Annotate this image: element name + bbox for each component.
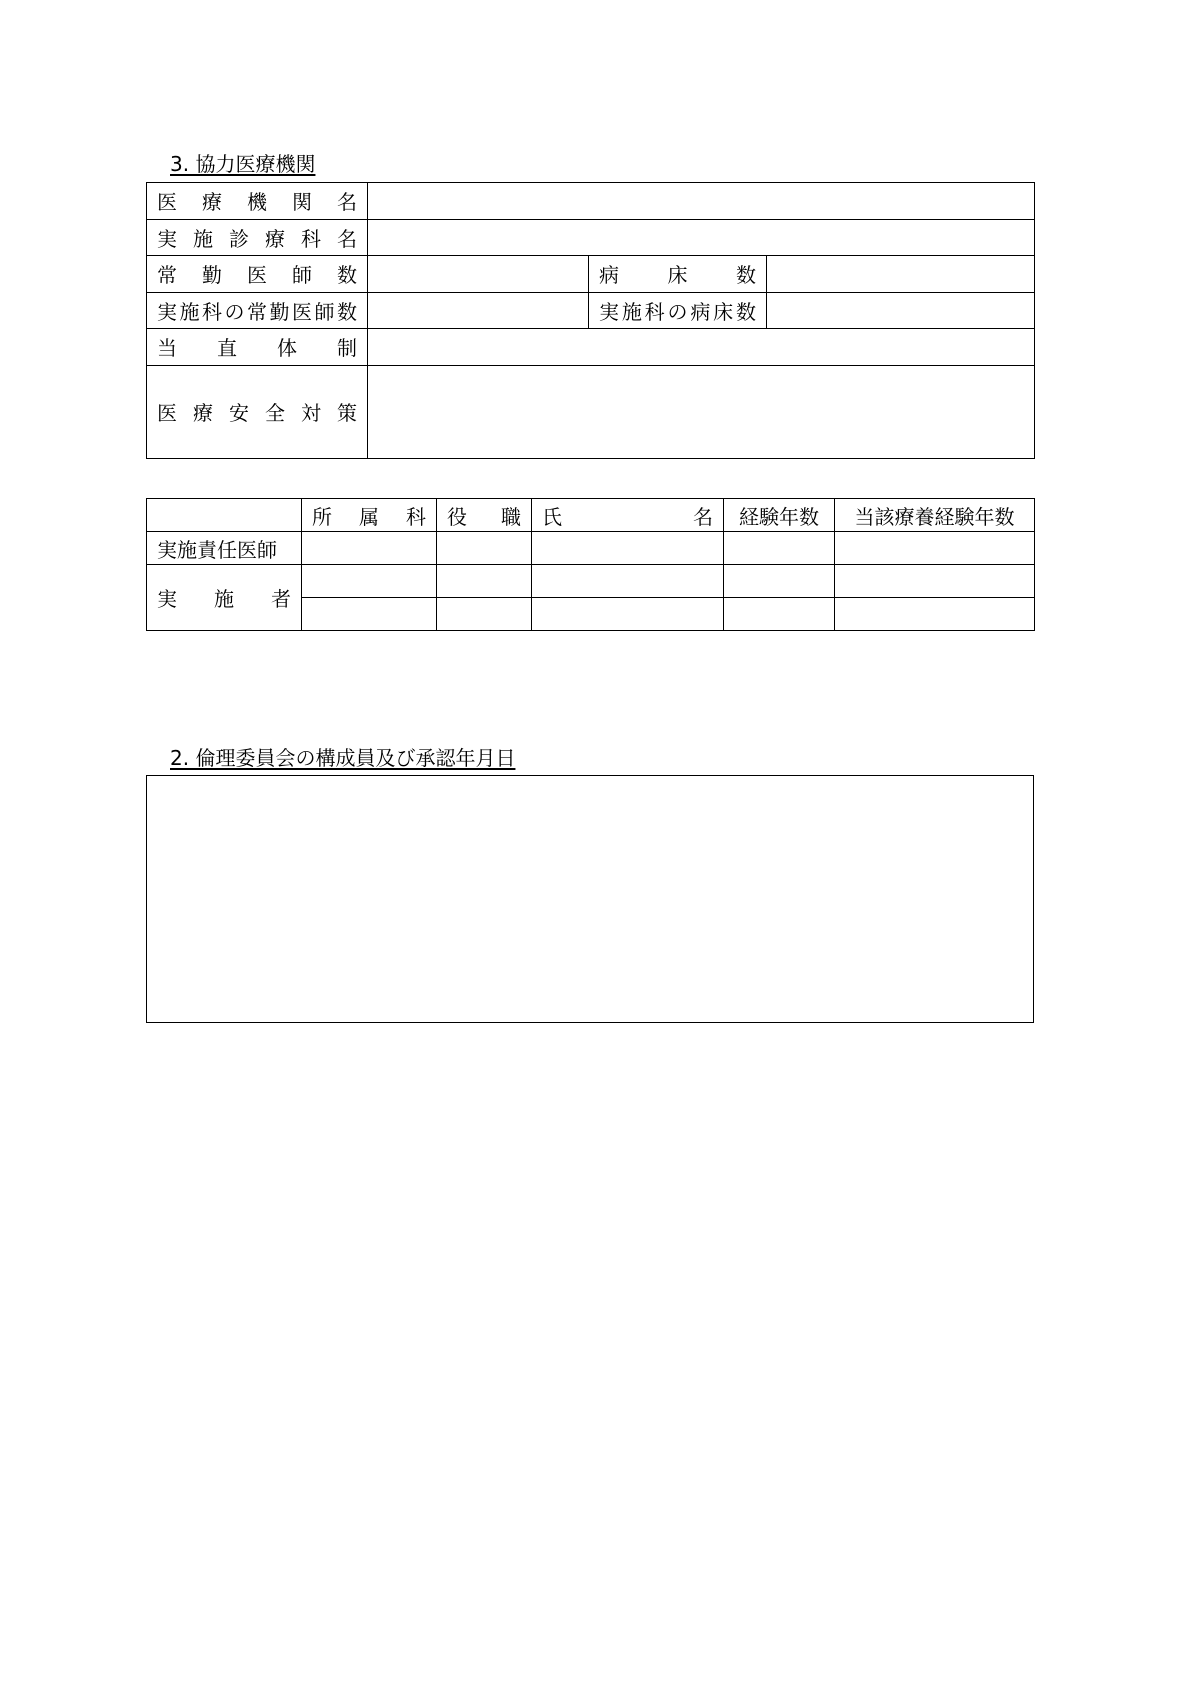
- practitioner-2-years-field[interactable]: [724, 598, 835, 631]
- practitioner-1-years-field[interactable]: [724, 565, 835, 598]
- header-name-left: 氏: [542, 504, 562, 529]
- practitioner-2-position-field[interactable]: [437, 598, 532, 631]
- table-row: [147, 292, 1035, 329]
- practitioners-label: 実 施 者: [147, 565, 302, 631]
- responsible-doctor-position-field[interactable]: [437, 532, 532, 565]
- header-position: 役 職: [437, 499, 532, 532]
- beds-field[interactable]: [767, 256, 1035, 293]
- staff-table: [146, 498, 1035, 631]
- practitioner-2-therapy-years-field[interactable]: [835, 598, 1035, 631]
- table-row: [147, 256, 1035, 293]
- dept-full-time-doctors-label: 実施科の常勤医師数: [147, 292, 368, 329]
- dept-beds-field[interactable]: [767, 292, 1035, 329]
- beds-label: 病 床 数: [589, 256, 767, 293]
- safety-measures-field[interactable]: [368, 365, 1035, 458]
- table-header-row: [147, 499, 1035, 532]
- practitioner-2-name-field[interactable]: [532, 598, 724, 631]
- table-row: [147, 565, 1035, 598]
- section3-heading: 3. 協力医療機関: [170, 152, 316, 176]
- department-name-label: 実 施 診 療 科 名: [147, 219, 368, 256]
- header-name-right: 名: [693, 504, 713, 529]
- institution-name-field[interactable]: [368, 183, 1035, 220]
- practitioner-1-department-field[interactable]: [302, 565, 437, 598]
- table-row: [147, 329, 1035, 366]
- practitioner-2-department-field[interactable]: [302, 598, 437, 631]
- header-blank-cell: [147, 499, 302, 532]
- department-name-field[interactable]: [368, 219, 1035, 256]
- responsible-doctor-label: 実施責任医師: [147, 532, 302, 565]
- table-row: [147, 365, 1035, 458]
- responsible-doctor-years-field[interactable]: [724, 532, 835, 565]
- on-call-system-field[interactable]: [368, 329, 1035, 366]
- full-time-doctors-field[interactable]: [368, 256, 589, 293]
- table-row: [147, 219, 1035, 256]
- dept-beds-label: 実施科の病床数: [589, 292, 767, 329]
- section2-heading: 2. 倫理委員会の構成員及び承認年月日: [170, 746, 516, 770]
- responsible-doctor-therapy-years-field[interactable]: [835, 532, 1035, 565]
- header-years-experience: 経験年数: [724, 499, 835, 532]
- header-therapy-years: 当該療養経験年数: [835, 499, 1035, 532]
- full-time-doctors-label: 常 勤 医 師 数: [147, 256, 368, 293]
- on-call-system-label: 当 直 体 制: [147, 329, 368, 366]
- practitioner-1-name-field[interactable]: [532, 565, 724, 598]
- table-row: [147, 532, 1035, 565]
- responsible-doctor-department-field[interactable]: [302, 532, 437, 565]
- responsible-doctor-name-field[interactable]: [532, 532, 724, 565]
- institution-name-label: 医 療 機 関 名: [147, 183, 368, 220]
- cooperating-institution-table: [146, 182, 1035, 459]
- table-row: [147, 183, 1035, 220]
- ethics-committee-box[interactable]: [146, 775, 1034, 1023]
- practitioner-1-therapy-years-field[interactable]: [835, 565, 1035, 598]
- header-name: [532, 499, 724, 532]
- dept-full-time-doctors-field[interactable]: [368, 292, 589, 329]
- header-department: 所 属 科: [302, 499, 437, 532]
- safety-measures-label: 医 療 安 全 対 策: [147, 365, 368, 458]
- practitioner-1-position-field[interactable]: [437, 565, 532, 598]
